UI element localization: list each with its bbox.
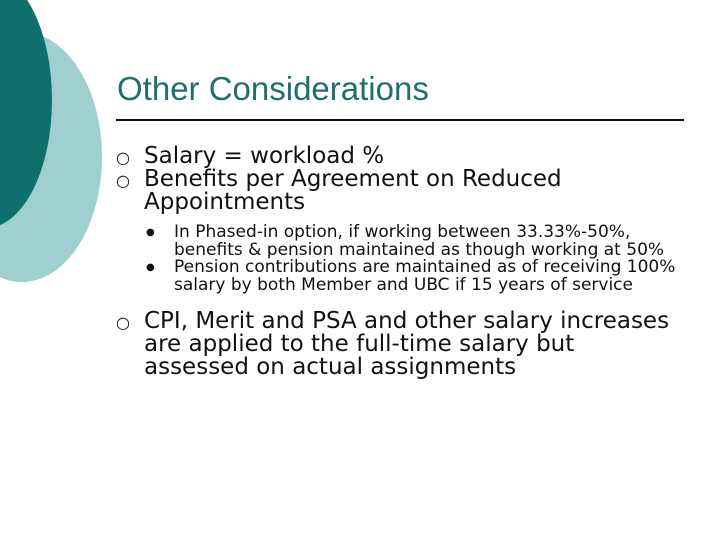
sub-bullet-item: [146, 224, 686, 259]
bullet-item: [116, 145, 686, 168]
hollow-circle-bullet-icon: ○: [116, 148, 130, 167]
title-divider: [116, 119, 684, 121]
slide-title: Other Considerations: [117, 70, 429, 107]
sub-bullet-text: Pension contributions are maintained as of receiving 100% salary by both Member and UBC if 15 years of service: [174, 257, 676, 295]
bullet-item: [116, 168, 686, 214]
filled-dot-bullet-icon: ●: [146, 262, 155, 273]
hollow-circle-bullet-icon: ○: [116, 313, 130, 332]
sub-bullet-item: [146, 259, 686, 294]
bullet-list: [116, 145, 686, 379]
sub-bullet-text: In Phased-in option, if working between 33.33%-50%, benefits & pension maintained as though working at 50%: [174, 222, 665, 260]
bullet-item: [116, 310, 686, 379]
hollow-circle-bullet-icon: ○: [116, 171, 130, 190]
bullet-text: Benefits per Agreement on Reduced Appointments: [144, 166, 562, 215]
filled-dot-bullet-icon: ●: [146, 227, 155, 238]
bullet-text: Salary = workload %: [144, 143, 385, 169]
bullet-text: CPI, Merit and PSA and other salary increases are applied to the full-time salary but assessed on actual assignments: [144, 308, 670, 380]
